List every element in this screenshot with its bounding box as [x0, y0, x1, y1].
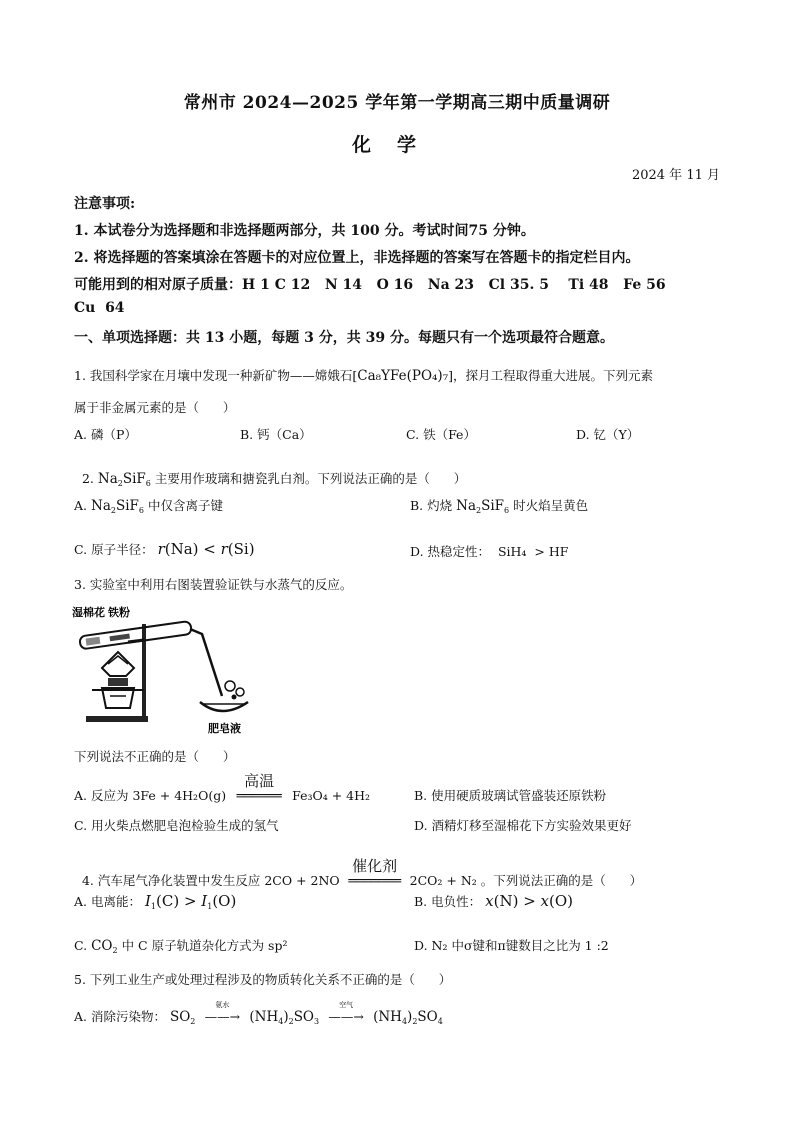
notes-item-1: 1. 本试卷分为选择题和非选择题两部分，共 100 分。考试时间75 分钟。	[74, 223, 535, 239]
atomic-masses-line-1: 可能用到的相对原子质量：H 1 C 12 N 14 O 16 Na 23 Cl 35. 5 Ti 48 Fe 56	[74, 277, 666, 293]
q2-option-b: B. 灼烧 $Na_2SiF_6$ 时火焰呈黄色	[410, 498, 589, 515]
section-heading: 一、单项选择题：共 13 小题，每题 3 分，共 39 分。每题只有一个选项最符合题意。	[74, 330, 614, 346]
question-3-prompt: 下列说法不正确的是（ ）	[74, 749, 236, 764]
label-iron-powder: 铁粉	[108, 606, 130, 619]
q3-option-c: C. 用火柴点燃肥皂泡检验生成的氢气	[74, 818, 279, 833]
condition-air: 空气	[339, 1001, 354, 1009]
iron-steam-apparatus-figure	[72, 604, 254, 734]
q3-option-b: B. 使用硬质玻璃试管盛装还原铁粉	[414, 788, 607, 803]
atomic-masses-line-2: Cu 64	[74, 300, 125, 316]
q1-option-a: A. 磷（P）	[74, 427, 137, 442]
label-wet-cotton: 湿棉花	[72, 606, 105, 619]
subject-title: 化学	[351, 134, 442, 156]
question-1-stem: 1. 我国科学家在月壤中发现一种新矿物——嫦娥石[Ca₈YFe(PO₄)₇]，探月工程取得重大进展。下列元素	[74, 368, 654, 384]
q1-option-d: D. 钇（Y）	[576, 427, 640, 442]
question-1-stem-line-2: 属于非金属元素的是（ ）	[74, 400, 236, 415]
notes-heading: 注意事项:	[74, 196, 136, 212]
q3-option-a: A. 反应为 3Fe + 4H₂O(g) 高温 ══════ Fe₃O₄ + 4H₂	[74, 772, 371, 803]
exam-title: 常州市 2024—2025 学年第一学期高三期中质量调研	[183, 93, 611, 113]
question-5-stem: 5. 下列工业生产或处理过程涉及的物质转化关系不正确的是（ ）	[74, 972, 452, 987]
exam-date: 2024 年 11 月	[631, 168, 720, 183]
q4-option-c: C. $CO_2$ 中 C 原子轨道杂化方式为 sp²	[74, 938, 288, 955]
condition-catalyst: 催化剂	[352, 857, 398, 875]
q3-option-d: D. 酒精灯移至湿棉花下方实验效果更好	[414, 818, 632, 833]
notes-item-2: 2. 将选择题的答案填涂在答题卡的对应位置上，非选择题的答案写在答题卡的指定栏目内。	[74, 250, 640, 266]
condition-high-temp: 高温	[244, 772, 275, 790]
q4-option-d: D. N₂ 中σ键和π键数目之比为 1 :2	[414, 938, 609, 953]
q1-option-b: B. 钙（Ca）	[240, 427, 312, 442]
q2-option-d: D. 热稳定性： SiH₄ > HF	[410, 544, 569, 559]
mineral-formula: Ca₈YFe(PO₄)₇	[357, 368, 449, 384]
q2-option-a: A. $Na_2SiF_6$ 中仅含离子键	[74, 498, 223, 515]
question-4-stem: 4. 汽车尾气净化装置中发生反应 2CO + 2NO 催化剂 ═══════ 2CO₂ + N₂ 。下列说法正确的是（ ）	[81, 857, 643, 888]
label-soap-solution: 肥皂液	[208, 722, 241, 734]
question-2-stem: 2. $Na_2SiF_6$ 主要用作玻璃和搪瓷乳白剂。下列说法正确的是（ ）	[81, 471, 467, 488]
q4-option-a: A. 电离能： $I_1(C) > I_1(O)$	[74, 892, 237, 911]
condition-ammonia: 氨水	[215, 1001, 230, 1009]
question-3-stem: 3. 实验室中利用右图装置验证铁与水蒸气的反应。	[74, 577, 353, 592]
q5-option-a: A. 消除污染物： $SO_2$ 氨水 ——→ $(NH_4)_2SO_3$ 空气 ——→ $(NH_4)_2SO_4$	[74, 1001, 443, 1026]
q1-option-c: C. 铁（Fe）	[406, 427, 476, 442]
apparatus-diagram	[72, 604, 254, 734]
q4-option-b: B. 电负性： x(N) > x(O)	[414, 892, 574, 910]
q2-option-c: C. 原子半径： r(Na) < r(Si)	[74, 540, 255, 558]
